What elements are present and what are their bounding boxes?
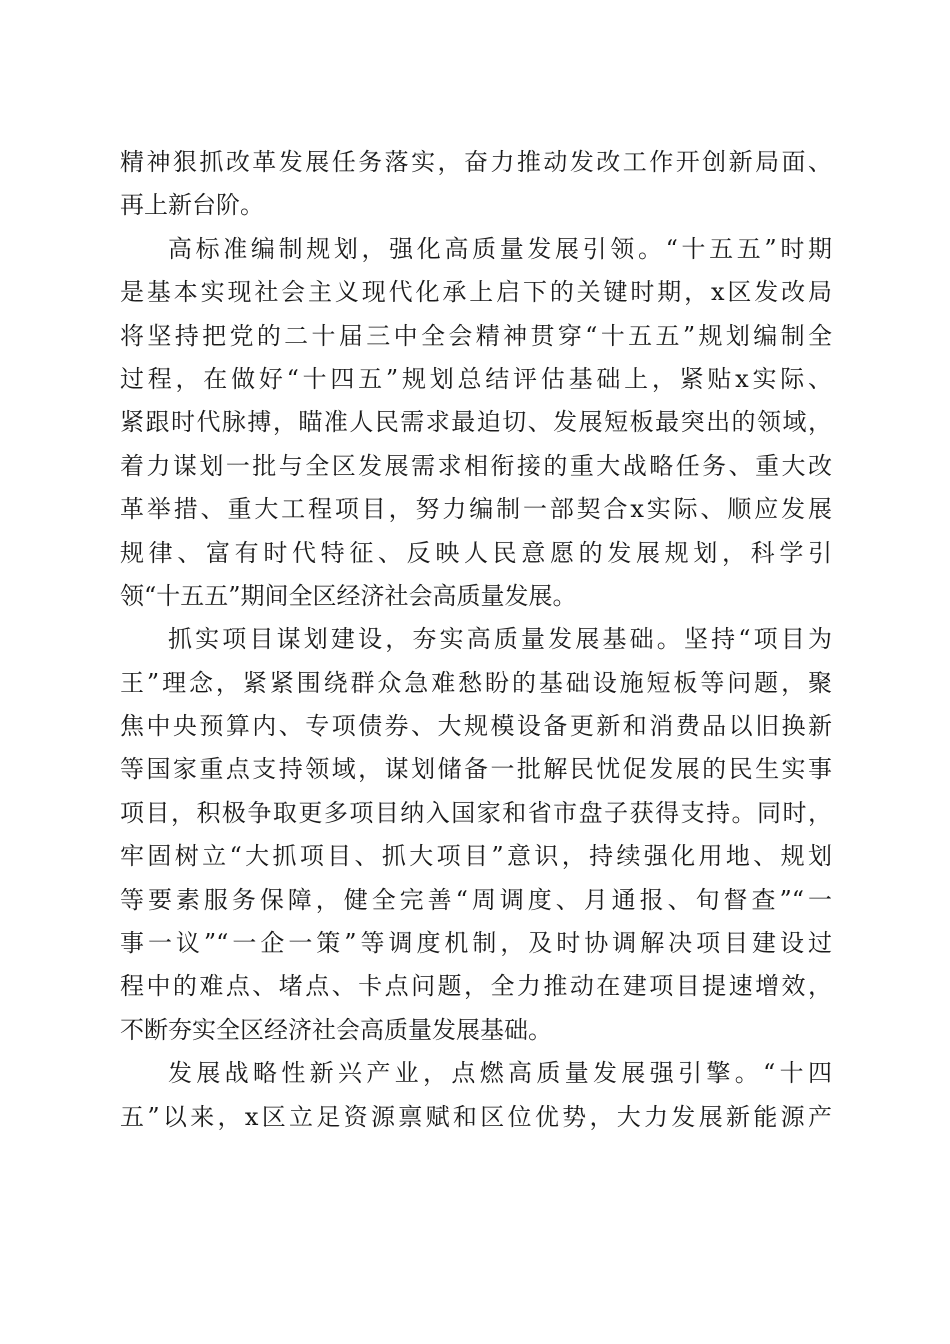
text-line: 规律、富有时代特征、反映人民意愿的发展规划，科学引 — [120, 538, 832, 567]
text-line: 将坚持把党的二十届三中全会精神贯穿“十五五”规划编制全 — [120, 321, 832, 350]
text-line: 领“十五五”期间全区经济社会高质量发展。 — [120, 581, 577, 610]
text-line: 革举措、重大工程项目，努力编制一部契合x实际、顺应发展 — [120, 495, 832, 524]
text-line: 是基本实现社会主义现代化承上启下的关键时期，x区发改局 — [120, 278, 832, 307]
text-line: 着力谋划一批与全区发展需求相衔接的重大战略任务、重大改 — [120, 451, 832, 480]
paragraph-heading-line: 发展战略性新兴产业，点燃高质量发展强引擎。“十四 — [168, 1059, 832, 1088]
text-line: 等国家重点支持领域，谋划储备一批解民忧促发展的民生实事 — [120, 755, 832, 784]
text-line: 紧跟时代脉搏，瞄准人民需求最迫切、发展短板最突出的领域， — [120, 408, 832, 437]
text-line: 牢固树立“大抓项目、抓大项目”意识，持续强化用地、规划 — [120, 842, 832, 871]
document-body — [120, 141, 832, 1139]
text-line: 程中的难点、堵点、卡点问题，全力推动在建项目提速增效， — [120, 972, 832, 1001]
text-line: 不断夯实全区经济社会高质量发展基础。 — [120, 1015, 552, 1044]
text-line: 事一议”“一企一策”等调度机制，及时协调解决项目建设过 — [120, 929, 832, 958]
paragraph-heading-line: 高标准编制规划，强化高质量发展引领。“十五五”时期 — [168, 234, 832, 263]
text-line: 等要素服务保障，健全完善“周调度、月通报、旬督查”“一 — [120, 885, 832, 914]
text-line: 王”理念，紧紧围绕群众急难愁盼的基础设施短板等问题，聚 — [120, 668, 832, 697]
text-line: 过程，在做好“十四五”规划总结评估基础上，紧贴x实际、 — [120, 364, 832, 393]
text-line: 项目，积极争取更多项目纳入国家和省市盘子获得支持。同时， — [120, 798, 832, 827]
text-line: 再上新台阶。 — [120, 191, 264, 220]
text-line: 焦中央预算内、专项债券、大规模设备更新和消费品以旧换新 — [120, 712, 832, 741]
text-line: 五”以来，x区立足资源禀赋和区位优势，大力发展新能源产 — [120, 1102, 832, 1131]
text-line: 精神狠抓改革发展任务落实，奋力推动发改工作开创新局面、 — [120, 148, 832, 176]
paragraph-heading-line: 抓实项目谋划建设，夯实高质量发展基础。坚持“项目为 — [168, 625, 832, 654]
